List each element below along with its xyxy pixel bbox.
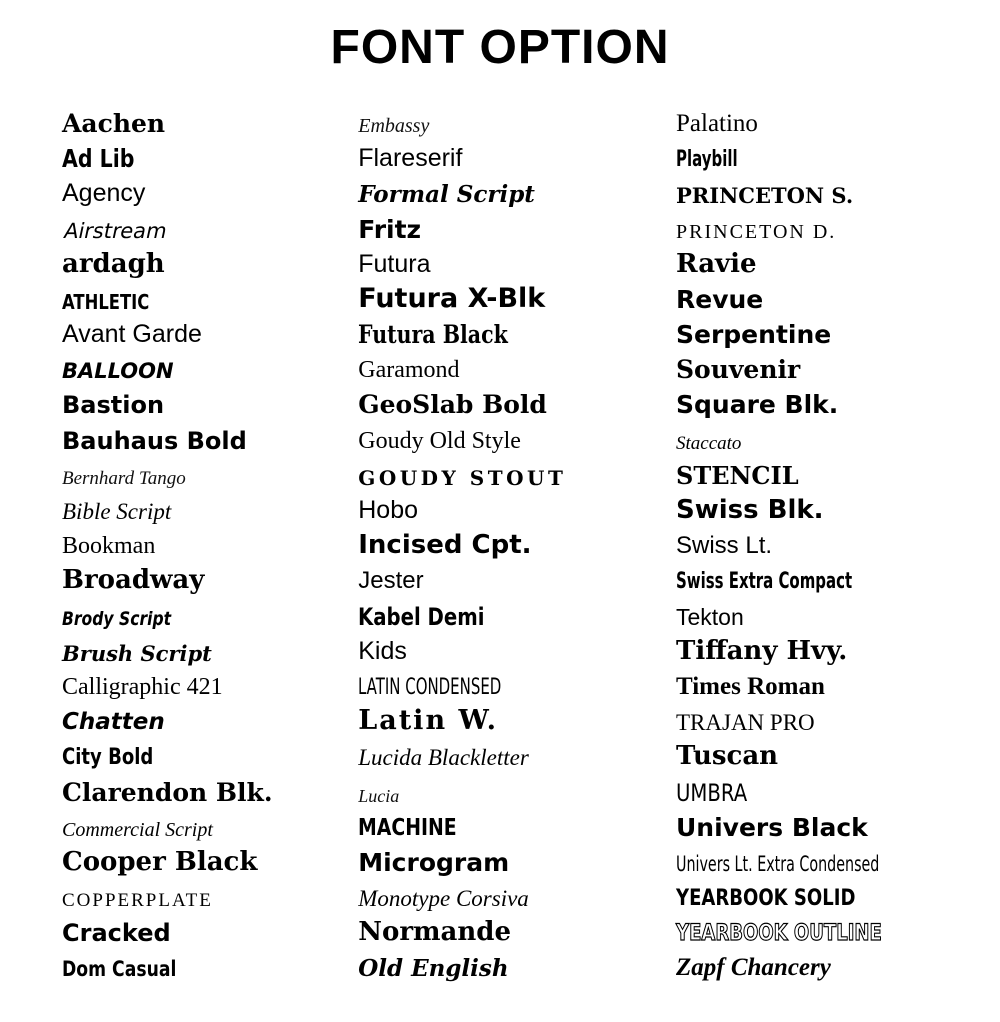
font-sample-row[interactable] — [358, 417, 654, 452]
font-sample-label: Bauhaus Bold — [62, 426, 247, 455]
font-sample-label: Futura X-Blk — [358, 282, 546, 314]
font-sample-row[interactable] — [358, 945, 654, 983]
font-sample-row[interactable] — [62, 417, 348, 455]
font-sample-row[interactable] — [676, 242, 966, 277]
font-sample-label: YEARBOOK SOLID — [676, 886, 856, 912]
font-sample-label: Palatino — [676, 109, 758, 137]
font-sample-row[interactable] — [676, 840, 966, 875]
font-sample-label: Brush Script — [62, 640, 212, 666]
font-sample-label: Jester — [358, 567, 424, 595]
font-sample-row[interactable] — [62, 629, 348, 664]
font-sample-label: Brody Script — [62, 607, 172, 630]
font-sample-label: Chatten — [62, 709, 165, 736]
font-sample-row[interactable] — [62, 136, 348, 174]
font-sample-label: Old English — [358, 955, 509, 983]
font-sample-row[interactable] — [358, 875, 654, 910]
font-sample-row[interactable] — [358, 734, 654, 769]
font-sample-row[interactable] — [62, 488, 348, 523]
font-sample-label: Staccato — [676, 432, 742, 454]
font-sample-row[interactable] — [62, 382, 348, 420]
font-sample-row[interactable] — [358, 242, 654, 277]
font-sample-row[interactable] — [358, 171, 654, 209]
font-sample-label: Avant Garde — [62, 320, 202, 349]
font-sample-row[interactable] — [358, 382, 654, 420]
font-sample-row[interactable] — [676, 417, 966, 452]
font-columns — [0, 75, 1000, 981]
font-sample-label: Agency — [62, 179, 146, 208]
font-sample-label: Kabel Demi — [358, 602, 485, 631]
font-sample-row[interactable] — [358, 523, 654, 561]
font-sample-row[interactable] — [676, 382, 966, 420]
font-sample-row[interactable] — [676, 347, 966, 385]
font-sample-label: Cracked — [62, 919, 171, 948]
font-sample-row[interactable] — [62, 734, 348, 769]
font-sample-row[interactable] — [676, 945, 966, 980]
font-sample-label: Serpentine — [676, 320, 832, 350]
font-sample-label: Goudy Old Style — [358, 427, 521, 454]
font-sample-label: LATIN CONDENSED — [358, 674, 502, 700]
font-sample-row[interactable] — [358, 488, 654, 523]
font-sample-label: Formal Script — [358, 181, 535, 209]
font-sample-label: Dom Casual — [62, 957, 177, 982]
font-sample-row[interactable] — [358, 558, 654, 593]
font-sample-row[interactable] — [358, 206, 654, 244]
font-sample-label: Zapf Chancery — [676, 954, 831, 982]
column-3 — [654, 101, 966, 981]
font-sample-label: Bastion — [62, 391, 165, 420]
column-1 — [62, 101, 348, 981]
font-sample-label: Lucida Blackletter — [358, 745, 529, 771]
font-sample-row[interactable] — [358, 453, 654, 488]
font-sample-label: Ravie — [676, 248, 757, 279]
font-option-poster — [0, 22, 1000, 1022]
font-sample-row[interactable] — [676, 664, 966, 699]
font-sample-label: Tiffany Hvy. — [676, 635, 848, 666]
font-sample-row[interactable] — [676, 558, 966, 593]
font-sample-row[interactable] — [358, 629, 654, 664]
font-sample-row[interactable] — [676, 734, 966, 772]
page-title: FONT OPTION — [330, 21, 670, 74]
font-sample-row[interactable] — [62, 277, 348, 312]
font-sample-row[interactable] — [62, 875, 348, 910]
font-sample-row[interactable] — [62, 523, 348, 558]
font-sample-row[interactable] — [358, 805, 654, 840]
font-sample-label: Lucia — [358, 785, 400, 806]
font-sample-label: Univers Lt. Extra Condensed — [676, 851, 880, 876]
font-sample-row[interactable] — [62, 312, 348, 347]
font-sample-label: City Bold — [62, 745, 154, 771]
font-sample-label: Playbill — [676, 147, 738, 173]
font-sample-label: Cooper Black — [62, 846, 258, 877]
font-sample-label: MACHINE — [358, 814, 457, 841]
font-sample-label: Latin W. — [358, 705, 498, 737]
column-2 — [348, 101, 654, 981]
font-sample-row[interactable] — [676, 206, 966, 241]
font-sample-row[interactable] — [358, 593, 654, 631]
font-sample-label: BALLOON — [62, 359, 174, 384]
font-sample-label: GOUDY STOUT — [358, 465, 567, 490]
font-sample-row[interactable] — [62, 593, 348, 628]
font-sample-row[interactable] — [676, 277, 966, 312]
font-sample-row[interactable] — [676, 488, 966, 526]
font-sample-label: Tekton — [676, 603, 744, 630]
font-sample-row[interactable] — [358, 840, 654, 875]
font-sample-label: UMBRA — [676, 778, 748, 807]
font-sample-label: Flareserif — [358, 144, 463, 173]
font-sample-row[interactable] — [676, 910, 966, 945]
font-sample-label: Embassy — [358, 114, 430, 137]
font-sample-label: Ad Lib — [62, 144, 135, 174]
font-sample-row[interactable] — [358, 664, 654, 699]
font-sample-label: Incised Cpt. — [358, 530, 532, 561]
font-sample-label: Revue — [676, 284, 764, 314]
font-sample-label: Commercial Script — [62, 818, 213, 841]
font-sample-row[interactable] — [62, 171, 348, 206]
font-sample-row[interactable] — [676, 805, 966, 840]
font-sample-label: Swiss Extra Compact — [676, 569, 853, 595]
font-sample-row[interactable] — [676, 523, 966, 558]
font-sample-label: TRAJAN PRO — [676, 710, 815, 736]
font-sample-label: Tuscan — [676, 741, 779, 772]
font-sample-row[interactable] — [62, 242, 348, 277]
font-sample-row[interactable] — [676, 101, 966, 136]
font-sample-row[interactable] — [358, 769, 654, 804]
font-sample-row[interactable] — [676, 629, 966, 664]
font-sample-row[interactable] — [676, 699, 966, 734]
font-sample-label: ardagh — [62, 248, 165, 279]
font-sample-label: Aachen — [62, 108, 166, 138]
font-sample-row[interactable] — [62, 769, 348, 807]
font-sample-row[interactable] — [358, 101, 654, 136]
font-sample-label: Microgram — [358, 847, 510, 877]
font-sample-label: Swiss Blk. — [676, 495, 824, 526]
font-sample-row[interactable] — [62, 206, 348, 241]
font-sample-row[interactable] — [62, 664, 348, 699]
font-sample-row[interactable] — [358, 136, 654, 171]
font-sample-label: Square Blk. — [676, 390, 839, 420]
font-sample-label: Bernhard Tango — [62, 467, 186, 489]
font-sample-label: Broadway — [62, 565, 205, 596]
font-sample-label: Monotype Corsiva — [358, 886, 529, 912]
font-sample-label: COPPERPLATE — [62, 890, 213, 912]
font-sample-row[interactable] — [62, 558, 348, 596]
font-sample-label: Futura Black — [358, 320, 509, 350]
font-sample-row[interactable] — [676, 453, 966, 488]
font-sample-label: Bible Script — [62, 499, 172, 525]
font-sample-label: YEARBOOK OUTLINE — [676, 921, 882, 947]
font-sample-row[interactable] — [62, 347, 348, 382]
font-sample-row[interactable] — [676, 875, 966, 910]
font-sample-row[interactable] — [676, 312, 966, 350]
font-sample-label: Clarendon Blk. — [62, 777, 273, 807]
font-sample-label: Garamond — [358, 357, 460, 384]
font-sample-row[interactable] — [62, 699, 348, 734]
font-sample-row[interactable] — [62, 805, 348, 840]
font-sample-label: Times Roman — [676, 672, 825, 700]
font-sample-label: STENCIL — [676, 460, 799, 490]
font-sample-row[interactable] — [676, 593, 966, 628]
font-sample-label: Kids — [358, 636, 407, 665]
font-sample-row[interactable] — [676, 136, 966, 171]
font-sample-label: PRINCETON S. — [676, 183, 854, 209]
font-sample-label: Swiss Lt. — [676, 532, 773, 560]
font-sample-label: Souvenir — [676, 355, 801, 385]
font-sample-label: GeoSlab Bold — [358, 390, 547, 420]
font-sample-row[interactable] — [62, 453, 348, 488]
font-sample-label: Airstream — [61, 218, 170, 243]
font-sample-label: Univers Black — [676, 812, 868, 842]
font-sample-label: Fritz — [358, 214, 422, 244]
font-sample-row[interactable] — [358, 699, 654, 737]
font-sample-label: PRINCETON D. — [676, 220, 837, 243]
font-sample-row[interactable] — [358, 347, 654, 382]
font-sample-row[interactable] — [358, 277, 654, 312]
font-sample-row[interactable] — [676, 171, 966, 209]
font-sample-row[interactable] — [358, 312, 654, 350]
font-sample-row[interactable] — [62, 840, 348, 875]
font-sample-label: Futura — [358, 249, 431, 278]
font-sample-row[interactable] — [62, 945, 348, 980]
font-sample-row[interactable] — [62, 101, 348, 136]
font-sample-label: Calligraphic 421 — [62, 673, 223, 700]
font-sample-label: Bookman — [62, 533, 156, 560]
font-sample-row[interactable] — [676, 769, 966, 807]
font-sample-label: Normande — [358, 917, 512, 948]
font-sample-row[interactable] — [358, 910, 654, 948]
font-sample-label: Hobo — [358, 496, 418, 525]
font-sample-label: ATHLETIC — [62, 289, 150, 314]
font-sample-row[interactable] — [62, 910, 348, 948]
